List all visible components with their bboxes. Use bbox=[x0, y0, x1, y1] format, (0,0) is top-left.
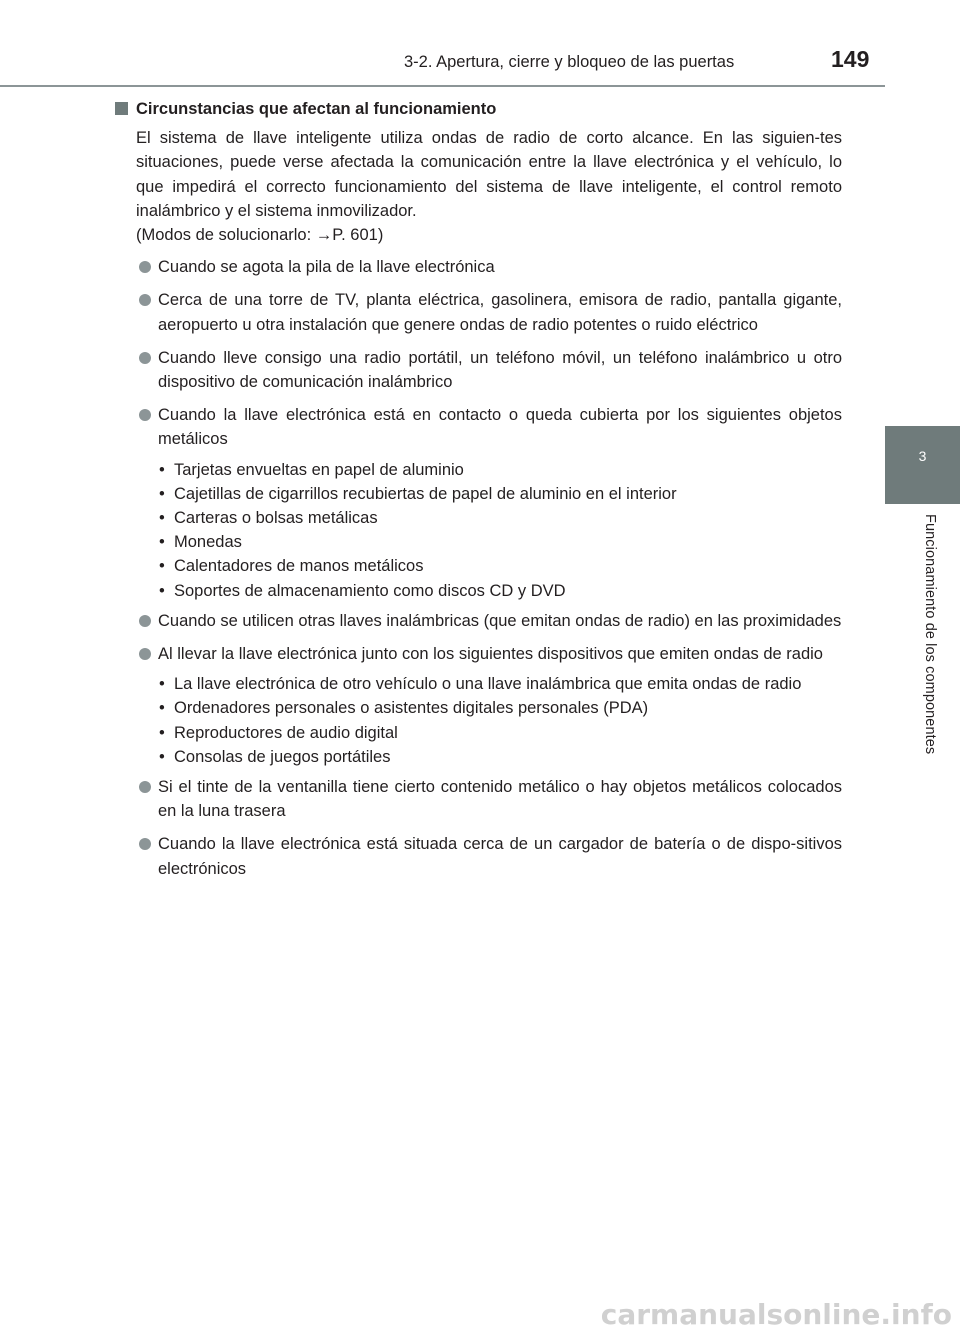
sub-list-text: Soportes de almacenamiento como discos CD y DVD bbox=[174, 581, 566, 600]
sub-list-item bbox=[158, 745, 842, 769]
dot-bullet-icon: • bbox=[159, 460, 165, 479]
circle-bullet-icon bbox=[139, 261, 151, 273]
dot-bullet-icon: • bbox=[159, 675, 165, 694]
section-intro bbox=[136, 126, 842, 247]
dot-bullet-icon: • bbox=[159, 484, 165, 503]
page-number: 149 bbox=[831, 46, 870, 72]
bullet-text: Cuando se agota la pila de la llave electrónica bbox=[158, 258, 495, 277]
bullet-item bbox=[115, 832, 842, 880]
dot-bullet-icon: • bbox=[159, 699, 165, 718]
sub-list-text: Monedas bbox=[174, 533, 242, 552]
square-bullet-icon bbox=[115, 102, 128, 115]
sub-list-item bbox=[158, 506, 842, 530]
bullet-item bbox=[115, 346, 842, 394]
sub-list-text: Carteras o bolsas metálicas bbox=[174, 509, 378, 528]
bullet-text: Cuando la llave electrónica está situada cerca de un cargador de batería o de dispo-sitivos electrónicos bbox=[158, 835, 842, 878]
circle-bullet-icon bbox=[139, 781, 151, 793]
bullet-item bbox=[115, 288, 842, 336]
chapter-side-strip bbox=[885, 504, 960, 816]
bullet-text: Cuando lleve consigo una radio portátil, un teléfono móvil, un teléfono inalámbrico u otro dispositivo de comunicación inalámbrico bbox=[158, 348, 842, 392]
bullet-list bbox=[115, 255, 842, 881]
chapter-label: Funcionamiento de los componentes bbox=[922, 514, 938, 755]
bullet-text: Si el tinte de la ventanilla tiene cierto contenido metálico o hay objetos metálicos colocados en la luna trasera bbox=[158, 778, 842, 821]
circle-bullet-icon bbox=[139, 648, 151, 660]
bullet-text: Cuando la llave electrónica está en contacto o queda cubierta por los siguientes objetos metálicos bbox=[158, 406, 842, 449]
bullet-text: Cuando se utilicen otras llaves inalámbricas (que emitan ondas de radio) en las proximidades bbox=[158, 611, 842, 630]
sub-list-text: Consolas de juegos portátiles bbox=[174, 747, 391, 766]
section-heading bbox=[115, 97, 842, 121]
sub-list-item bbox=[158, 482, 842, 506]
bullet-item bbox=[115, 255, 842, 279]
circle-bullet-icon bbox=[139, 838, 151, 850]
bullet-item bbox=[115, 609, 842, 633]
sub-list-text: Cajetillas de cigarrillos recubiertas de papel de aluminio en el interior bbox=[174, 484, 677, 503]
sub-list-item bbox=[158, 696, 842, 720]
sub-list-text: Calentadores de manos metálicos bbox=[174, 557, 424, 576]
sub-list-text: Reproductores de audio digital bbox=[174, 723, 398, 742]
circle-bullet-icon bbox=[139, 294, 151, 306]
sub-list-item bbox=[158, 458, 842, 482]
dot-bullet-icon: • bbox=[159, 747, 165, 766]
sub-list-item bbox=[158, 721, 842, 745]
circle-bullet-icon bbox=[139, 352, 151, 364]
sub-list-text: Tarjetas envueltas en papel de aluminio bbox=[174, 460, 464, 479]
dot-bullet-icon: • bbox=[159, 581, 165, 600]
dot-bullet-icon: • bbox=[159, 557, 165, 576]
bullet-text: Cerca de una torre de TV, planta eléctrica, gasolinera, emisora de radio, pantalla gigante, aeropuerto u otra instalación que genere ondas de radio potentes o ruido eléctrico bbox=[158, 291, 842, 334]
bullet-item bbox=[115, 775, 842, 823]
sub-list-item bbox=[158, 672, 842, 696]
running-header-title: 3-2. Apertura, cierre y bloqueo de las puertas bbox=[404, 53, 735, 71]
intro-text: El sistema de llave inteligente utiliza ondas de radio de corto alcance. En las siguien-tes situaciones, puede verse afectada la comunicación entre la llave electrónica y el vehículo, lo que impedirá el correcto funcionamiento del sistema de llave inteligente, el control remoto inalámbrico y el sistema inmovilizador. bbox=[136, 129, 842, 220]
circle-bullet-icon bbox=[139, 409, 151, 421]
circle-bullet-icon bbox=[139, 615, 151, 627]
sub-list-text: Ordenadores personales o asistentes digitales personales (PDA) bbox=[174, 699, 649, 718]
bullet-item bbox=[115, 403, 842, 451]
sub-list bbox=[158, 672, 842, 769]
sub-list-text: La llave electrónica de otro vehículo o una llave inalámbrica que emita ondas de radio bbox=[174, 675, 802, 694]
page-content bbox=[115, 97, 842, 890]
sub-list bbox=[158, 458, 842, 603]
header-rule bbox=[0, 85, 885, 87]
sub-list-item bbox=[158, 579, 842, 603]
dot-bullet-icon: • bbox=[159, 533, 165, 552]
watermark-text: carmanualsonline.info bbox=[600, 1298, 952, 1331]
bullet-item bbox=[115, 642, 842, 666]
dot-bullet-icon: • bbox=[159, 723, 165, 742]
chapter-tab bbox=[885, 426, 960, 504]
bullet-text: Al llevar la llave electrónica junto con los siguientes dispositivos que emiten ondas de radio bbox=[158, 645, 823, 664]
sub-list-item bbox=[158, 554, 842, 578]
dot-bullet-icon: • bbox=[159, 509, 165, 528]
sub-list-item bbox=[158, 530, 842, 554]
section-heading-text: Circunstancias que afectan al funcionamiento bbox=[136, 100, 497, 118]
intro-reference: (Modos de solucionarlo: →P. 601) bbox=[136, 226, 384, 245]
chapter-number: 3 bbox=[918, 448, 927, 464]
